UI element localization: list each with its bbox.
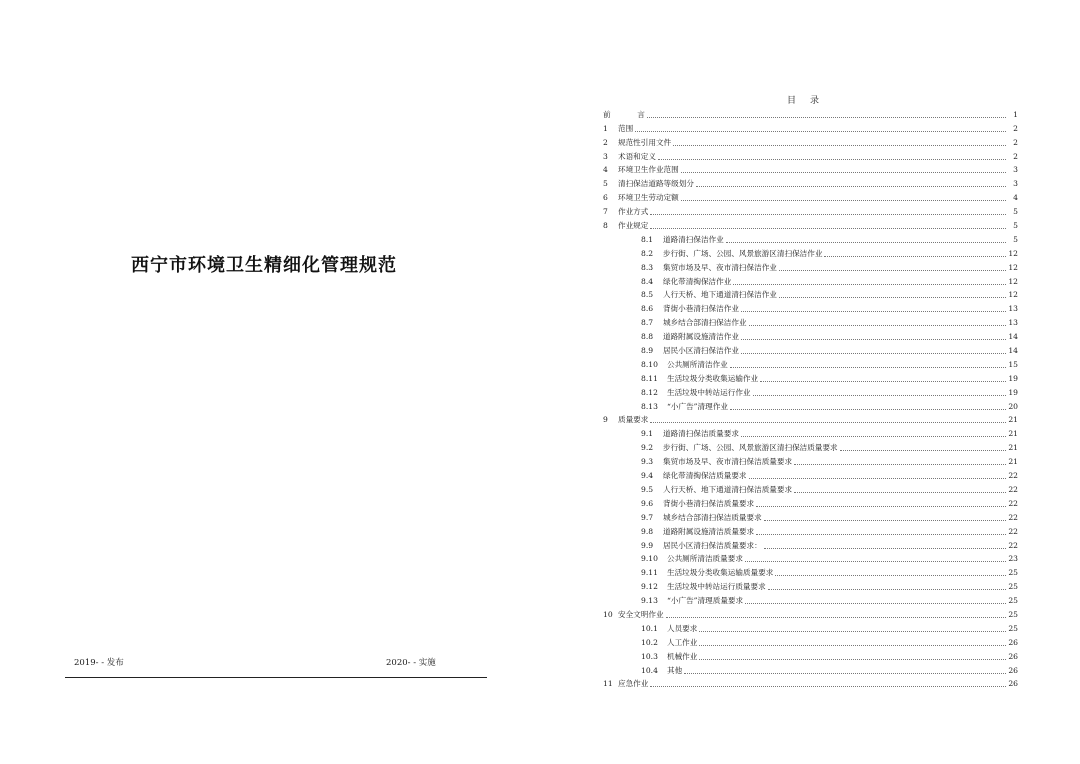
toc-entry-title: 步行街、广场、公园、风景旅游区清扫保洁作业 xyxy=(663,248,823,258)
toc-leader-dots xyxy=(794,464,1006,465)
toc-entry-title: 生活垃圾中转站运行质量要求 xyxy=(667,582,766,592)
toc-entry-number: 8.3 xyxy=(641,262,654,272)
toc-leader-dots xyxy=(650,228,1006,229)
toc-leader-dots xyxy=(684,673,1006,674)
toc-leader-dots xyxy=(658,159,1006,160)
publish-date: 2019- - 发布 xyxy=(74,658,124,668)
document-title: 西宁市环境卫生精细化管理规范 xyxy=(131,255,397,276)
toc-entry-title: 人行天桥、地下通道清扫保洁质量要求 xyxy=(663,484,793,494)
toc-page-number: 26 xyxy=(1008,651,1018,661)
toc-subentry[interactable] xyxy=(603,467,1018,481)
toc-entry-title: 安全文明作业 xyxy=(618,609,664,619)
toc-entry-number: 9.12 xyxy=(641,582,658,592)
toc-entry[interactable] xyxy=(603,175,1018,189)
toc-subentry[interactable] xyxy=(603,439,1018,453)
toc-page-number: 21 xyxy=(1008,415,1018,425)
toc-leader-dots xyxy=(673,145,1006,146)
toc-entry-title: 道路清扫保洁作业 xyxy=(663,234,724,244)
toc-subentry[interactable] xyxy=(603,551,1018,565)
toc-leader-dots xyxy=(764,520,1006,521)
toc-leader-dots xyxy=(745,561,1006,562)
toc-subentry[interactable] xyxy=(603,495,1018,509)
toc-entry-title: 背街小巷清扫保洁质量要求 xyxy=(663,498,755,508)
toc-entry-title: 绿化带清掏保洁质量要求 xyxy=(663,471,747,481)
toc-leader-dots xyxy=(756,506,1006,507)
toc-subentry[interactable] xyxy=(603,564,1018,578)
toc-entry-number: 9.2 xyxy=(641,443,654,453)
toc-leader-dots xyxy=(681,200,1006,201)
toc-entry-number: 1 xyxy=(603,123,608,133)
toc-entry-title: 环境卫生劳动定额 xyxy=(618,193,679,203)
toc-entry-number: 10.2 xyxy=(641,637,658,647)
toc-entry-number: 8.12 xyxy=(641,387,658,397)
toc-page-number: 13 xyxy=(1008,304,1018,314)
toc-leader-dots xyxy=(730,367,1006,368)
toc-entry[interactable] xyxy=(603,676,1018,690)
toc-page-number: 14 xyxy=(1008,332,1018,342)
toc-subentry[interactable] xyxy=(603,314,1018,328)
toc-subentry[interactable] xyxy=(603,481,1018,495)
toc-subentry[interactable] xyxy=(603,592,1018,606)
toc-leader-dots xyxy=(730,409,1006,410)
toc-page-number: 25 xyxy=(1008,609,1018,619)
toc-leader-dots xyxy=(647,117,1006,118)
toc-page-number: 19 xyxy=(1008,387,1018,397)
toc-leader-dots xyxy=(768,589,1006,590)
toc-entry-number: 11 xyxy=(603,679,613,689)
toc-entry[interactable] xyxy=(603,189,1018,203)
toc-leader-dots xyxy=(666,617,1006,618)
toc-entry-title: 清扫保洁道路等级划分 xyxy=(618,179,694,189)
toc-page-number: 22 xyxy=(1008,498,1018,508)
toc-subentry[interactable] xyxy=(603,370,1018,384)
toc-entry-number: 3 xyxy=(603,151,608,161)
toc-leader-dots xyxy=(775,575,1006,576)
toc-subentry[interactable] xyxy=(603,662,1018,676)
toc-entry-number: 8.13 xyxy=(641,401,658,411)
toc-page-number: 13 xyxy=(1008,318,1018,328)
toc-subentry[interactable] xyxy=(603,620,1018,634)
toc-entry-title: 公共厕所清洁质量要求 xyxy=(667,554,743,564)
toc-leader-dots xyxy=(699,659,1006,660)
toc-entry-number: 9.1 xyxy=(641,429,654,439)
toc-page-number: 12 xyxy=(1008,276,1018,286)
toc-leader-dots xyxy=(764,548,1006,549)
toc-leader-dots xyxy=(779,270,1006,271)
toc-leader-dots xyxy=(741,353,1006,354)
toc-entry-number: 10 xyxy=(603,609,613,619)
toc-leader-dots xyxy=(681,172,1006,173)
toc-leader-dots xyxy=(635,131,1006,132)
toc-leader-dots xyxy=(699,645,1006,646)
toc-subentry[interactable] xyxy=(603,398,1018,412)
toc-leader-dots xyxy=(794,492,1006,493)
toc-entry-number: 9.7 xyxy=(641,512,654,522)
toc-page-number: 12 xyxy=(1008,262,1018,272)
toc-page-number: 15 xyxy=(1008,359,1018,369)
toc-page-number: 22 xyxy=(1008,471,1018,481)
toc-entry-number: 8.8 xyxy=(641,332,654,342)
toc-entry-title: 公共厕所清洁作业 xyxy=(667,359,728,369)
toc-entry-title: 质量要求 xyxy=(618,415,649,425)
toc-subentry[interactable] xyxy=(603,648,1018,662)
toc-entry[interactable] xyxy=(603,120,1018,134)
toc-entry-number: 10.3 xyxy=(641,651,658,661)
toc-entry-number: 6 xyxy=(603,193,608,203)
toc-entry[interactable] xyxy=(603,162,1018,176)
cover-divider xyxy=(65,677,487,678)
toc-page-number: 3 xyxy=(1013,165,1018,175)
toc-page-number: 22 xyxy=(1008,484,1018,494)
toc-entry-number: 8.6 xyxy=(641,304,654,314)
toc-leader-dots xyxy=(753,395,1006,396)
toc-subentry[interactable] xyxy=(603,287,1018,301)
toc-page-number: 25 xyxy=(1008,623,1018,633)
toc-page-number: 26 xyxy=(1008,679,1018,689)
toc-entry-title: 集贸市场及早、夜市清扫保洁质量要求 xyxy=(663,457,793,467)
toc-entry-title: 术语和定义 xyxy=(618,151,656,161)
toc-leader-dots xyxy=(741,436,1006,437)
toc-subentry[interactable] xyxy=(603,245,1018,259)
toc-leader-dots xyxy=(650,422,1006,423)
toc-entry-number: 5 xyxy=(603,179,608,189)
toc-subentry[interactable] xyxy=(603,384,1018,398)
toc-subentry[interactable] xyxy=(603,509,1018,523)
toc-entry-title: 生活垃圾分类收集运输作业 xyxy=(667,373,759,383)
toc-page-number: 2 xyxy=(1013,151,1018,161)
toc-entry-title: “小广告”清理作业 xyxy=(667,401,728,411)
toc-entry-title: 背街小巷清扫保洁作业 xyxy=(663,304,739,314)
toc-entry[interactable] xyxy=(603,606,1018,620)
toc-leader-dots xyxy=(741,311,1006,312)
toc-entry-number: 4 xyxy=(603,165,608,175)
toc-entry-number: 9.9 xyxy=(641,540,654,550)
table-of-contents xyxy=(603,106,1018,689)
toc-entry-title: 环境卫生作业范围 xyxy=(618,165,679,175)
toc-entry-title: 居民小区清扫保洁质量要求： xyxy=(663,540,762,550)
toc-page-number: 22 xyxy=(1008,526,1018,536)
toc-leader-dots xyxy=(824,256,1006,257)
toc-entry-number: 7 xyxy=(603,207,608,217)
toc-leader-dots xyxy=(840,450,1006,451)
toc-leader-dots xyxy=(726,242,1006,243)
toc-entry-number: 9.11 xyxy=(641,568,658,578)
toc-subentry[interactable] xyxy=(603,634,1018,648)
toc-leader-dots xyxy=(756,534,1006,535)
toc-entry-number: 9.5 xyxy=(641,484,654,494)
toc-entry-title: 人员要求 xyxy=(667,623,698,633)
toc-leader-dots xyxy=(745,603,1006,604)
toc-leader-dots xyxy=(650,686,1006,687)
toc-leader-dots xyxy=(760,381,1006,382)
toc-page-number: 22 xyxy=(1008,540,1018,550)
toc-entry-number: 8.7 xyxy=(641,318,654,328)
toc-entry[interactable] xyxy=(603,106,1018,120)
toc-subentry[interactable] xyxy=(603,578,1018,592)
toc-page-number: 21 xyxy=(1008,457,1018,467)
toc-page-number: 12 xyxy=(1008,248,1018,258)
toc-leader-dots xyxy=(779,297,1006,298)
toc-entry-number: 9.10 xyxy=(641,554,658,564)
toc-page-number: 21 xyxy=(1008,429,1018,439)
toc-leader-dots xyxy=(696,186,1006,187)
toc-entry-title: 规范性引用文件 xyxy=(618,137,672,147)
toc-subentry[interactable] xyxy=(603,328,1018,342)
toc-entry-title: 道路附属设施清洁作业 xyxy=(663,332,739,342)
toc-page-number: 25 xyxy=(1008,582,1018,592)
toc-page-number: 14 xyxy=(1008,346,1018,356)
toc-subentry[interactable] xyxy=(603,300,1018,314)
toc-entry-number: 9.6 xyxy=(641,498,654,508)
toc-entry-number: 9.3 xyxy=(641,457,654,467)
toc-entry-number: 8.9 xyxy=(641,346,654,356)
toc-entry-number: 9.13 xyxy=(641,596,658,606)
toc-subentry[interactable] xyxy=(603,523,1018,537)
toc-page-number: 1 xyxy=(1013,109,1018,119)
toc-entry-number: 前 xyxy=(603,109,611,119)
toc-entry-number: 8.2 xyxy=(641,248,654,258)
toc-entry-title: 生活垃圾分类收集运输质量要求 xyxy=(667,568,774,578)
toc-entry-number: 9 xyxy=(603,415,608,425)
implement-date: 2020- - 实施 xyxy=(386,658,436,668)
toc-page-number: 23 xyxy=(1008,554,1018,564)
toc-entry-title: 绿化带清掏保洁作业 xyxy=(663,276,732,286)
toc-heading: 目录 xyxy=(786,96,833,106)
toc-entry-title: 作业方式 xyxy=(618,207,649,217)
toc-leader-dots xyxy=(699,631,1006,632)
toc-entry[interactable] xyxy=(603,134,1018,148)
toc-entry-title: 作业规定 xyxy=(618,221,649,231)
toc-entry-title: 集贸市场及早、夜市清扫保洁作业 xyxy=(663,262,777,272)
toc-entry[interactable] xyxy=(603,203,1018,217)
toc-subentry[interactable] xyxy=(603,453,1018,467)
toc-entry-number: 2 xyxy=(603,137,608,147)
toc-entry-number: 9.4 xyxy=(641,471,654,481)
toc-entry-number: 8.5 xyxy=(641,290,654,300)
toc-page-number: 19 xyxy=(1008,373,1018,383)
toc-entry-title: 范围 xyxy=(618,123,634,133)
toc-page-number: 26 xyxy=(1008,665,1018,675)
toc-page-number: 20 xyxy=(1008,401,1018,411)
toc-entry-title: 城乡结合部清扫保洁作业 xyxy=(663,318,747,328)
toc-subentry[interactable] xyxy=(603,259,1018,273)
toc-subentry[interactable] xyxy=(603,356,1018,370)
toc-entry-title: 居民小区清扫保洁作业 xyxy=(663,346,739,356)
toc-subentry[interactable] xyxy=(603,273,1018,287)
toc-entry-title: 道路清扫保洁质量要求 xyxy=(663,429,739,439)
toc-entry-title: 步行街、广场、公园、风景旅游区清扫保洁质量要求 xyxy=(663,443,838,453)
toc-entry-title: 城乡结合部清扫保洁质量要求 xyxy=(663,512,762,522)
toc-leader-dots xyxy=(650,214,1006,215)
toc-page-number: 5 xyxy=(1013,234,1018,244)
toc-page-number: 22 xyxy=(1008,512,1018,522)
toc-subentry[interactable] xyxy=(603,342,1018,356)
toc-entry-title: 其他 xyxy=(667,665,683,675)
toc-leader-dots xyxy=(749,478,1006,479)
toc-page-number: 2 xyxy=(1013,123,1018,133)
toc-entry-number: 8.4 xyxy=(641,276,654,286)
toc-subentry[interactable] xyxy=(603,537,1018,551)
toc-entry-number: 8.1 xyxy=(641,234,654,244)
toc-subentry[interactable] xyxy=(603,231,1018,245)
toc-entry-title: 应急作业 xyxy=(618,679,649,689)
toc-entry-title: “小广告”清理质量要求 xyxy=(667,596,744,606)
toc-entry-number: 9.8 xyxy=(641,526,654,536)
toc-page-number: 12 xyxy=(1008,290,1018,300)
toc-leader-dots xyxy=(733,284,1006,285)
toc-subentry[interactable] xyxy=(603,425,1018,439)
toc-page-number: 2 xyxy=(1013,137,1018,147)
toc-entry-title: 道路附属设施清洁质量要求 xyxy=(663,526,755,536)
toc-entry[interactable] xyxy=(603,148,1018,162)
toc-entry[interactable] xyxy=(603,217,1018,231)
toc-entry-number: 10.4 xyxy=(641,665,658,675)
toc-page-number: 25 xyxy=(1008,568,1018,578)
toc-entry-title: 人行天桥、地下通道清扫保洁作业 xyxy=(663,290,777,300)
toc-page-number: 21 xyxy=(1008,443,1018,453)
toc-page-number: 5 xyxy=(1013,221,1018,231)
toc-entry-number: 10.1 xyxy=(641,623,658,633)
toc-entry-number: 8.11 xyxy=(641,373,658,383)
toc-entry-title: 机械作业 xyxy=(667,651,698,661)
toc-leader-dots xyxy=(749,325,1006,326)
toc-leader-dots xyxy=(741,339,1006,340)
toc-entry-title: 人工作业 xyxy=(667,637,698,647)
toc-page-number: 25 xyxy=(1008,596,1018,606)
toc-entry-number: 8 xyxy=(603,221,608,231)
toc-entry-title: 言 xyxy=(618,109,645,119)
toc-page-number: 26 xyxy=(1008,637,1018,647)
toc-page-number: 4 xyxy=(1013,193,1018,203)
toc-entry[interactable] xyxy=(603,412,1018,426)
toc-page-number: 3 xyxy=(1013,179,1018,189)
toc-entry-title: 生活垃圾中转站运行作业 xyxy=(667,387,751,397)
toc-page-number: 5 xyxy=(1013,207,1018,217)
toc-entry-number: 8.10 xyxy=(641,359,658,369)
